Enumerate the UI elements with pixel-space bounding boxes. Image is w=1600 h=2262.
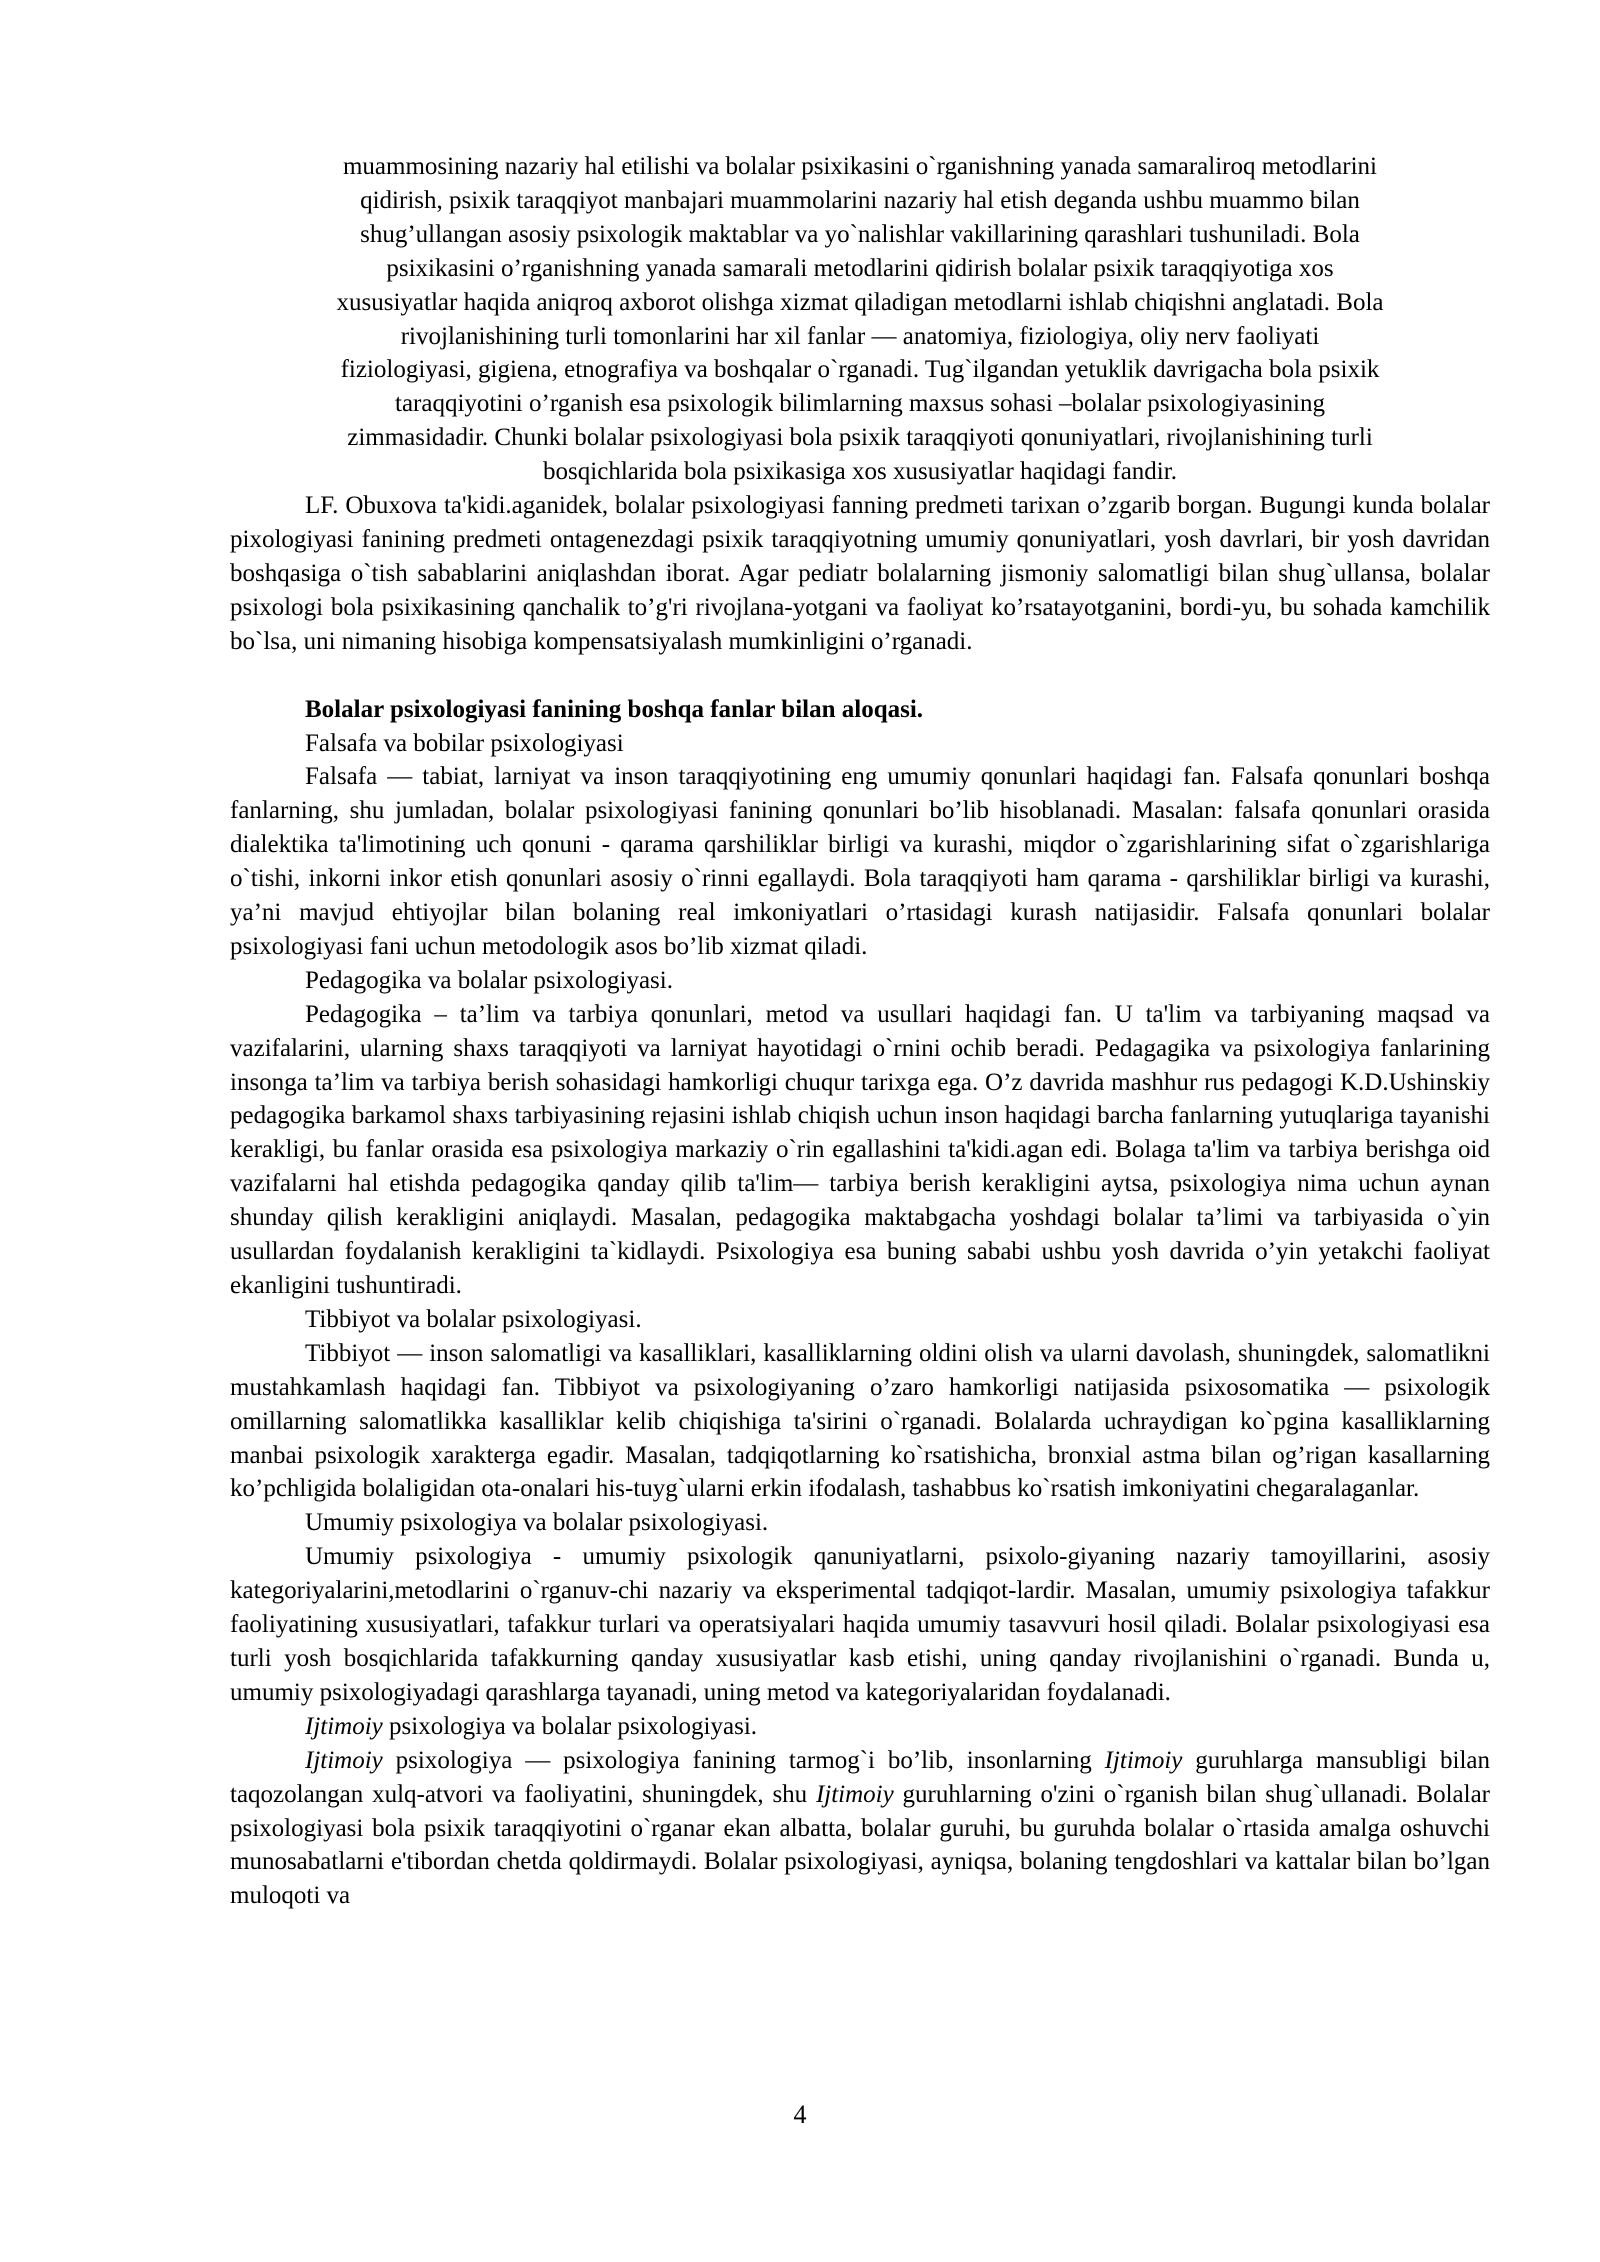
pedagogika-paragraph: Pedagogika – ta’lim va tarbiya qonunlari, metod va usullari haqidagi fan. U ta'lim va tarbiyaning maqsad va vazifalarini, ularning shaxs taraqqiyoti va larniyat hayotidagi o`rnini ochib beradi. Pedagagika va psixologiya fanlarining insonga ta’lim va tarbiya berish sohasidagi hamkorligi chuqur tarixga ega. O’z davrida mashhur rus pedagogi K.D.Ushinskiy pedagogika barkamol shaxs tarbiyasining rejasini ishlab chiqish uchun inson haqidagi barcha fanlarning yutuqlariga tayanishi kerakligi, bu fanlar orasida esa psixologiya markaziy o`rin egallashini ta'kidi.agan edi. Bolaga ta'lim va tarbiya berishga oid vazifalarni hal etishda pedagogika qanday qilib ta'lim— tarbiya berish kerakligini aytsa, psixologiya nima uchun aynan shunday qilish kerakligini aniqlaydi. Masalan, pedagogika maktabgacha yoshdagi bolalar ta’limi va tarbiyasida o`yin usullardan foydalanish kerakligini ta`kidlaydi. Psixologiya esa buning sababi ushbu yosh davrida o’yin yetakchi faoliyat ekanligini tushuntiradi. — [230, 1000, 1490, 1299]
section-title-text: Bolalar psixologiyasi fanining boshqa fanlar bilan aloqasi. — [305, 695, 924, 723]
intro-line: bosqichlarida bola psixikasiga xos xususiyatlar haqidagi fandir. — [543, 458, 1177, 486]
intro-line: muammosining nazariy hal etilishi va bolalar psixikasini o`rganishning yanada samaraliroq metodlarini — [342, 153, 1377, 180]
section-title — [230, 693, 1490, 727]
ijtimoiy-text: psixologiya — psixologiya fanining tarmog`i bo’lib, insonlarning — [382, 1746, 1105, 1774]
ijtimoiy-term: Ijtimoiy — [305, 1746, 383, 1774]
intro-line: shug’ullangan asosiy psixologik maktablar va yo`nalishlar vakillarining qarashlari tushuniladi. Bola — [360, 220, 1360, 248]
ijtimoiy-text: guruhlarga mansubligi bilan taqozolangan xulq-atvori va faoliyatini, shuningdek, shu — [230, 1746, 1490, 1808]
ijtimoiy-heading — [230, 1710, 1490, 1744]
ijtimoiy-paragraph — [230, 1744, 1490, 1914]
document-page — [230, 150, 1490, 1913]
umumiy-heading: Umumiy psixologiya va bolalar psixologiyasi. — [305, 1509, 769, 1537]
intro-line: xususiyatlar haqida aniqroq axborot olishga xizmat qiladigan metodlarni ishlab chiqishni anglatadi. Bola — [336, 288, 1384, 316]
tibbiyot-paragraph: Tibbiyot — inson salomatligi va kasalliklari, kasalliklarning oldini olish va ularni davolash, shuningdek, salomatlikni mustahkamlash haqidagi fan. Tibbiyot va psixologiyaning o’zaro hamkorligi natijasida psixosomatika — psixologik omillarning salomatlikka kasalliklar kelib chiqishiga ta'sirini o`rganadi. Bolalarda uchraydigan ko`pgina kasalliklarning manbai psixologik xarakterga egadir. Masalan, tadqiqotlarning ko`rsatishicha, bronxial astma bilan og’rigan kasallarning ko’pchligida bolaligidan ota-onalari his-tuyg`ularni erkin ifodalash, tashabbus ko`rsatish imkoniyatini chegaralaganlar. — [230, 1339, 1490, 1503]
blank-line — [230, 659, 1490, 693]
intro-line: fiziologiyasi, gigiena, etnografiya va boshqalar o`rganadi. Tug`ilgandan yetuklik davrigacha bola psixik — [340, 356, 1380, 384]
obuxova-paragraph: LF. Obuxova ta'kidi.aganidek, bolalar psixologiyasi fanning predmeti tarixan o’zgarib borgan. Bugungi kunda bolalar pixologiyasi fanining predmeti ontagenezdagi psixik taraqqiyotning umumiy qonuniyatlari, yosh davrlari, bir yosh davridan boshqasiga o`tish sabablarini aniqlashdan iborat. Agar pediatr bolalarning jismoniy salomatligi bilan shug`ullansa, bolalar psixologi bola psixikasining qanchalik to’g'ri rivojlana-yotgani va faoliyat ko’rsatayotganini, bordi-yu, bu sohada kamchilik bo`lsa, uni nimaning hisobiga kompensatsiyalash mumkinligini o’rganadi. — [230, 492, 1490, 655]
ijtimoiy-term: Ijtimoiy — [815, 1780, 894, 1808]
ijtimoiy-heading-italic: Ijtimoiy — [305, 1712, 383, 1740]
ijtimoiy-term: Ijtimoiy — [1104, 1746, 1183, 1774]
falsafa-paragraph: Falsafa — tabiat, larniyat va inson taraqqiyotining eng umumiy qonunlari haqidagi fan. Falsafa qonunlari boshqa fanlarning, shu jumladan, bolalar psixologiyasi fanining qonunlari bo’lib hisoblanadi. Masalan: falsafa qonunlari orasida dialektika ta'limotining uch qonuni - qarama qarshiliklar birligi va kurashi, miqdor o`zgarishlarining sifat o`zgarishlariga o`tishi, inkorni inkor etish qonunlari asosiy o`rinni egallaydi. Bola taraqqiyoti ham qarama - qarshiliklar birligi va kurashi, ya’ni mavjud ehtiyojlar bilan bolaning real imkoniyatlari o’rtasidagi kurash natijasidir. Falsafa qonunlari bolalar psixologiyasi fani uchun metodologik asos bo’lib xizmat qiladi. — [230, 763, 1490, 960]
intro-line: qidirish, psixik taraqqiyot manbajari muammolarini nazariy hal etish deganda ushbu muammo bilan — [360, 186, 1360, 214]
tibbiyot-heading: Tibbiyot va bolalar psixologiyasi. — [305, 1305, 642, 1333]
intro-line: taraqqiyotini o’rganish esa psixologik bilimlarning maxsus sohasi –bolalar psixologiyasining — [395, 390, 1325, 418]
ijtimoiy-heading-rest: psixologiya va bolalar psixologiyasi. — [382, 1712, 758, 1740]
intro-line: psixikasini o’rganishning yanada samarali metodlarini qidirish bolalar psixik taraqqiyotiga xos — [386, 254, 1334, 282]
intro-line: zimmasidadir. Chunki bolalar psixologiyasi bola psixik taraqqiyoti qonuniyatlari, rivojlanishining turli — [347, 424, 1373, 452]
intro-centered-block — [230, 150, 1490, 489]
page-number: 4 — [793, 2100, 807, 2129]
intro-line: rivojlanishining turli tomonlarini har xil fanlar — anatomiya, fiziologiya, oliy nerv faoliyati — [400, 322, 1320, 350]
pedagogika-heading: Pedagogika va bolalar psixologiyasi. — [305, 966, 673, 994]
umumiy-paragraph: Umumiy psixologiya - umumiy psixologik qanuniyatlarni, psixolo-giyaning nazariy tamoyillarini, asosiy kategoriyalarini,metodlarini o`rganuv-chi nazariy va eksperimental tadqiqot-lardir. Masalan, umumiy psixologiya tafakkur faoliyatining xususiyatlari, tafakkur turlari va operatsiyalari haqida umumiy tasavvuri hosil qiladi. Bolalar psixologiyasi esa turli yosh bosqichlarida tafakkurning qanday xususiyatlar kasb etishi, uning qanday rivojlanishini o`rganadi. Bunda u, umumiy psixologiyadagi qarashlarga tayanadi, uning metod va kategoriyalaridan foydalanadi. — [230, 1543, 1490, 1706]
falsafa-heading: Falsafa va bobilar psixologiyasi — [305, 729, 624, 757]
ijtimoiy-text: guruhlarning o'zini o`rganish bilan shug`ullanadi. Bolalar psixologiyasi bola psixik taraqqiyotini o`rganar ekan albatta, bolalar guruhi, bu guruhda bolalar o`rtasida amalga oshuvchi munosabatlarni e'tibordan chetda qoldirmaydi. Bolalar psixologiyasi, ayniqsa, bolaning tengdoshlari va kattalar bilan bo’lgan muloqoti va — [230, 1780, 1490, 1910]
